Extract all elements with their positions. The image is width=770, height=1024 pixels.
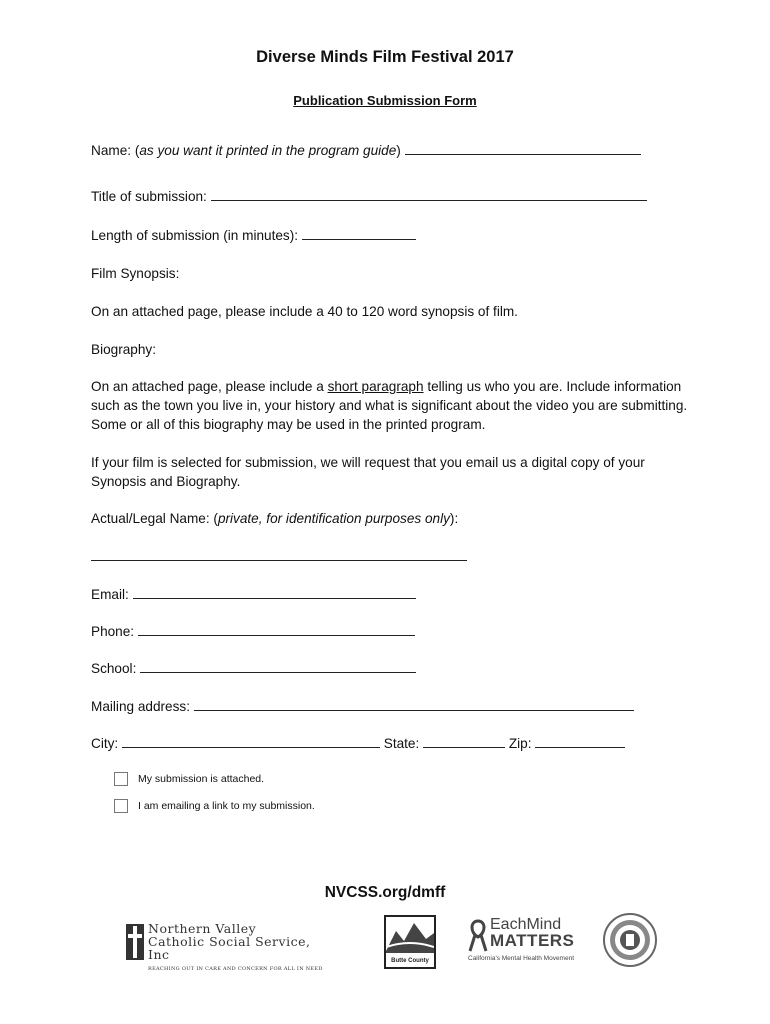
county-seal-logo	[602, 912, 658, 968]
city-label: City:	[91, 736, 119, 751]
length-label: Length of submission (in minutes):	[91, 228, 299, 243]
name-field-row	[91, 141, 641, 160]
bio-text-underlined: short paragraph	[327, 379, 424, 394]
length-blank[interactable]	[302, 227, 416, 240]
zip-blank[interactable]	[535, 735, 625, 748]
seal-icon	[602, 912, 658, 968]
biography-label: Biography:	[91, 342, 156, 357]
mailing-label: Mailing address:	[91, 699, 190, 714]
butte-county-logo	[384, 915, 436, 969]
zip-label: Zip:	[508, 736, 532, 751]
email-field-row	[91, 585, 416, 604]
mailing-blank[interactable]	[194, 698, 634, 711]
phone-blank[interactable]	[138, 623, 415, 636]
school-field-row	[91, 659, 416, 678]
form-title: Diverse Minds Film Festival 2017	[256, 48, 514, 66]
nvcss-name-line1: Northern Valley	[148, 921, 257, 936]
legal-name-blank[interactable]	[91, 548, 467, 561]
eachmind-text: EachMind	[490, 916, 562, 933]
eachmind-tagline: California's Mental Health Movement	[468, 955, 575, 962]
school-blank[interactable]	[140, 660, 416, 673]
bio-text-1: On an attached page, please include a	[91, 379, 328, 394]
selection-note: If your film is selected for submission, we will request that you email us a digital copy of your Synopsis and Biography.	[91, 455, 645, 489]
attached-checkbox-label: My submission is attached.	[138, 773, 265, 785]
nvcss-tagline: REACHING OUT IN CARE AND CONCERN FOR ALL IN NEED	[148, 966, 323, 972]
nvcss-name-line2: Catholic Social Service, Inc	[148, 934, 311, 962]
checkbox-row-attached[interactable]	[114, 772, 264, 786]
emailing-checkbox-label: I am emailing a link to my submission.	[138, 800, 315, 812]
city-state-zip-row	[91, 734, 625, 753]
title-field-row	[91, 187, 647, 206]
legal-name-label-close: ):	[449, 511, 459, 526]
ribbon-icon	[468, 919, 488, 953]
attached-checkbox[interactable]	[114, 772, 128, 786]
form-subtitle: Publication Submission Form	[293, 93, 477, 108]
film-synopsis-label: Film Synopsis:	[91, 266, 180, 281]
length-field-row	[91, 226, 416, 245]
email-blank[interactable]	[133, 586, 416, 599]
phone-field-row	[91, 622, 415, 641]
legal-name-hint: private, for identification purposes only	[217, 511, 450, 526]
butte-county-label: Butte County	[391, 958, 429, 964]
state-label: State:	[383, 736, 420, 751]
school-label: School:	[91, 661, 137, 676]
name-label-close: )	[396, 143, 401, 158]
state-blank[interactable]	[423, 735, 505, 748]
name-hint: as you want it printed in the program guide	[139, 143, 397, 158]
emailing-checkbox[interactable]	[114, 799, 128, 813]
title-label: Title of submission:	[91, 189, 207, 204]
synopsis-instruction: On an attached page, please include a 40 to 120 word synopsis of film.	[91, 304, 518, 319]
legal-name-label-row	[91, 509, 458, 528]
checkbox-row-emailing[interactable]	[114, 799, 315, 813]
phone-label: Phone:	[91, 624, 135, 639]
legal-name-label: Actual/Legal Name: (	[91, 511, 218, 526]
city-blank[interactable]	[122, 735, 380, 748]
bio-text-2: telling us who you are. Include information such as the town you live in, your history and what is significant about the video you are submitting. Some or all of this biography may be used in the printed program.	[91, 379, 688, 432]
eachmind-matters-logo	[468, 917, 578, 965]
nvcss-logo	[124, 920, 334, 972]
footer-url[interactable]: NVCSS.org/dmff	[324, 884, 446, 901]
legal-name-row	[91, 547, 467, 566]
name-label: Name: (	[91, 143, 140, 158]
matters-text: MATTERS	[490, 931, 575, 950]
name-blank[interactable]	[405, 142, 641, 155]
email-label: Email:	[91, 587, 129, 602]
biography-instruction	[91, 377, 691, 434]
title-blank[interactable]	[211, 188, 647, 201]
mountain-icon	[386, 917, 434, 953]
mailing-field-row	[91, 697, 634, 716]
